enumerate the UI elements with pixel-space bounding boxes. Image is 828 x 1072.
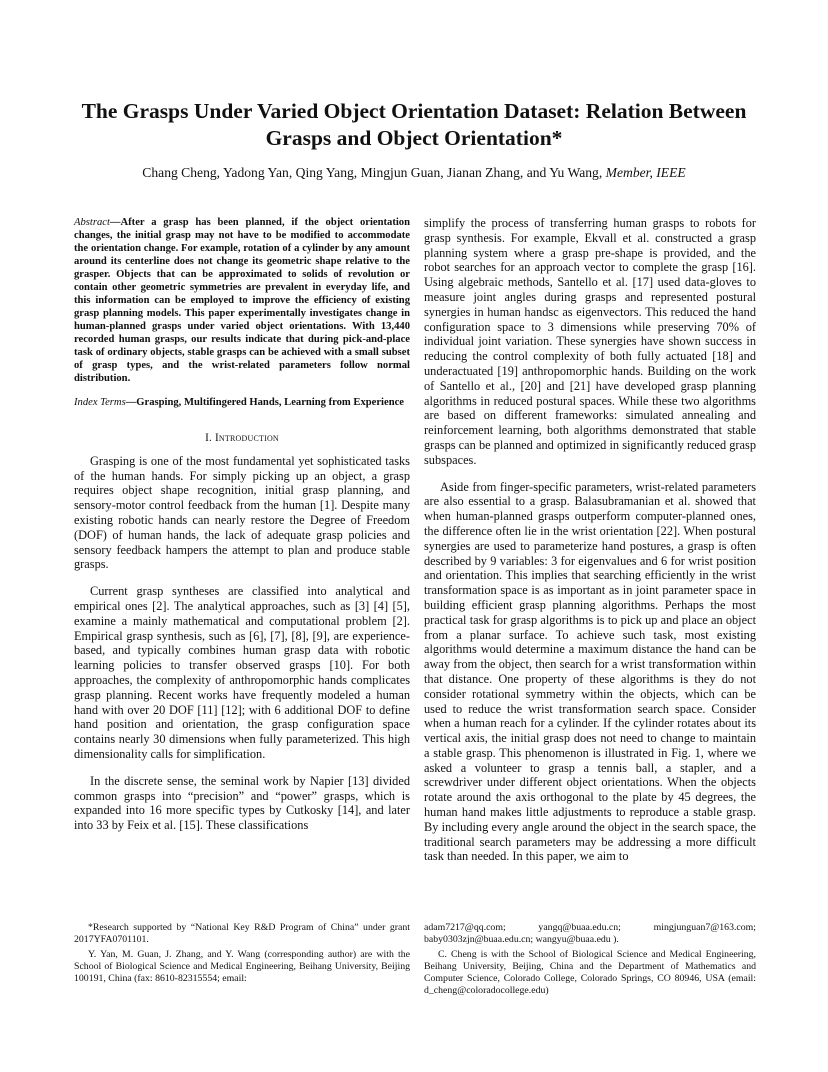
footnote: *Research supported by “National Key R&D Program of China” under grant 2017YFA0701101. xyxy=(74,922,410,946)
section-heading-text: Introduction xyxy=(215,432,279,444)
index-terms-lead: Index Terms xyxy=(74,397,126,408)
abstract xyxy=(74,216,410,385)
index-terms-text: —Grasping, Multifingered Hands, Learning from Experience xyxy=(125,397,404,408)
author-membership: Member, IEEE xyxy=(605,165,686,180)
abstract-text: —After a grasp has been planned, if the object orientation changes, the initial grasp may not have to be modified to accommodate the orientation change. For example, rotation of a cylinder by any amount around its centerline does not change its geometric shape relative to the grasper. Objects that can be approximated to solids of revolution or contain other geometric symmetries are prevalent in everyday life, and this information can be employed to improve the efficiency of existing grasp planning models. This paper experimentally investigates change in human-planned grasps under varied object orientations. With 13,440 recorded human grasps, our results indicate that during pick-and-place task of ordinary objects, stable grasps can be achieved with a small subset of grasp types, and the wrist-related parameters follow normal distribution. xyxy=(74,217,410,384)
body-paragraph: simplify the process of transferring human grasps to robots for grasp synthesis. For example, Ekvall et al. constructed a grasp planning system where a grasp pre-shape is provided, and the robot searches for an approach vector to complete the grasp [16]. Using algebraic methods, Santello et al. [17] used data-gloves to measure joint angles during grasps and represented postural synergies in human handsc as eigenvectors. This reduced the hand configuration space to 3 dimensions while preserving 70% of individual joint variation. These synergies have shown success in reducing the control complexity of both fully actuated [18] and underactuated [19] anthropomorphic hands. Building on the work of Santello et al., [20] and [21] have developed grasp planning algorithms in reduced postural spaces. While these two algorithms are based on different frameworks: simulated annealing and reinforcement learning, both algorithms demonstrated that stable grasps can be planned and optimized in significantly reduced grasp subspaces. xyxy=(424,216,756,467)
right-column xyxy=(424,216,756,864)
footnotes-left xyxy=(74,922,410,987)
paper-title: The Grasps Under Varied Object Orientation Dataset: Relation Between Grasps and Object Orientation* xyxy=(81,99,747,150)
left-column xyxy=(74,216,410,833)
author-names: Chang Cheng, Yadong Yan, Qing Yang, Mingjun Guan, Jianan Zhang, and Yu Wang, xyxy=(142,165,603,180)
footnotes-right xyxy=(424,922,756,1000)
section-heading-introduction: I. Introduction xyxy=(205,432,279,444)
body-paragraph: Grasping is one of the most fundamental yet sophisticated tasks of the human hands. For simply picking up an object, a grasp requires object shape recognition, initial grasp planning, and sensory-motor control feedback from the human [1]. Despite many existing robotic hands can nearly restore the Degree of Freedom (DOF) of human hands, the lack of adequate grasp policies and sensory feedback hampers the attempt to plan and produce stable grasps. xyxy=(74,453,410,572)
body-paragraph: Aside from finger-specific parameters, wrist-related parameters are also essential to a grasp. Balasubramanian et al. showed that when human-planned grasps outperform computer-planned ones, the difference often lie in the wrist orientation [22]. When postural synergies are used to parameterize hand postures, a grasp is often described by 9 variables: 3 for eigenvalues and 6 for wrist position and orientation. This implies that searching efficiently in the wrist transformation space is as important as in joint parameter space in building efficient grasp planning algorithms. Perhaps the most practical task for grasp algorithms is to pick up and place an object from a planar surface. To achieve such task, most existing algorithms would determine a maximum distance the hand can be away from the object, then search for a wrist transformation within that distance. One property of these algorithms is they do not consider rotational symmetry within the objects, which can be used to reduce the wrist transformation search space. Consider when a human reach for a cylinder. If the cylinder rotates about its vertical axis, the initial grasp does not need to change to maintain a stable grasp. This phenomenon is illustrated in Fig. 1, where we asked a volunteer to grasp a tennis ball, a stapler, and a screwdriver under different object orientations. When the objects rotate around the axis orthogonal to the plate by 45 degrees, the human hand makes little adjustments to reproduce a stable grasp. By including every angle around the object in the search space, the traditional search parameters may be addressing a more difficult task than needed. In this paper, we aim to xyxy=(424,479,756,864)
footnote: Y. Yan, M. Guan, J. Zhang, and Y. Wang (corresponding author) are with the School of Biological Science and Medical Engineering, Beihang University, Beijing 100191, China (fax: 8610-82315554; email: xyxy=(74,948,410,985)
index-terms xyxy=(74,396,410,409)
author-list xyxy=(40,164,788,182)
body-paragraph: Current grasp syntheses are classified into analytical and empirical ones [2]. The analytical approaches, such as [3] [4] [5], examine a mainly mathematical and computational problem [2]. Empirical grasp synthesis, such as [6], [7], [8], [9], are experience-based, and typically combines human grasp data with robotic learning policies to transfer observed grasps [10]. For both approaches, the complexity of anthropomorphic hands complicates grasp planning. Recent works have frequently modeled a human hand with over 20 DOF [11] [12]; with 6 additional DOF to define hand position and orientation, the grasp configuration space contains nearly 30 dimensions when fully parameterized. This high dimensionality calls for simplification. xyxy=(74,584,410,761)
body-paragraph: In the discrete sense, the seminal work by Napier [13] divided common grasps into “precision” and “power” grasps, which is expanded into 16 more specific types by Cutkosky [14], and later into 33 by Feix et al. [15]. These classifications xyxy=(74,773,410,833)
footnote: adam7217@qq.com; yangq@buaa.edu.cn; mingjunguan7@163.com; baby0303zjn@buaa.edu.cn; wangyu@buaa.edu ). xyxy=(424,922,756,946)
footnote: C. Cheng is with the School of Biological Science and Medical Engineering, Beihang University, Beijing, China and the Department of Mathematics and Computer Science, Colorado College, Colorado Springs, CO 80946, USA (email: d_cheng@coloradocollege.edu) xyxy=(424,948,756,997)
abstract-lead: Abstract xyxy=(74,217,110,228)
